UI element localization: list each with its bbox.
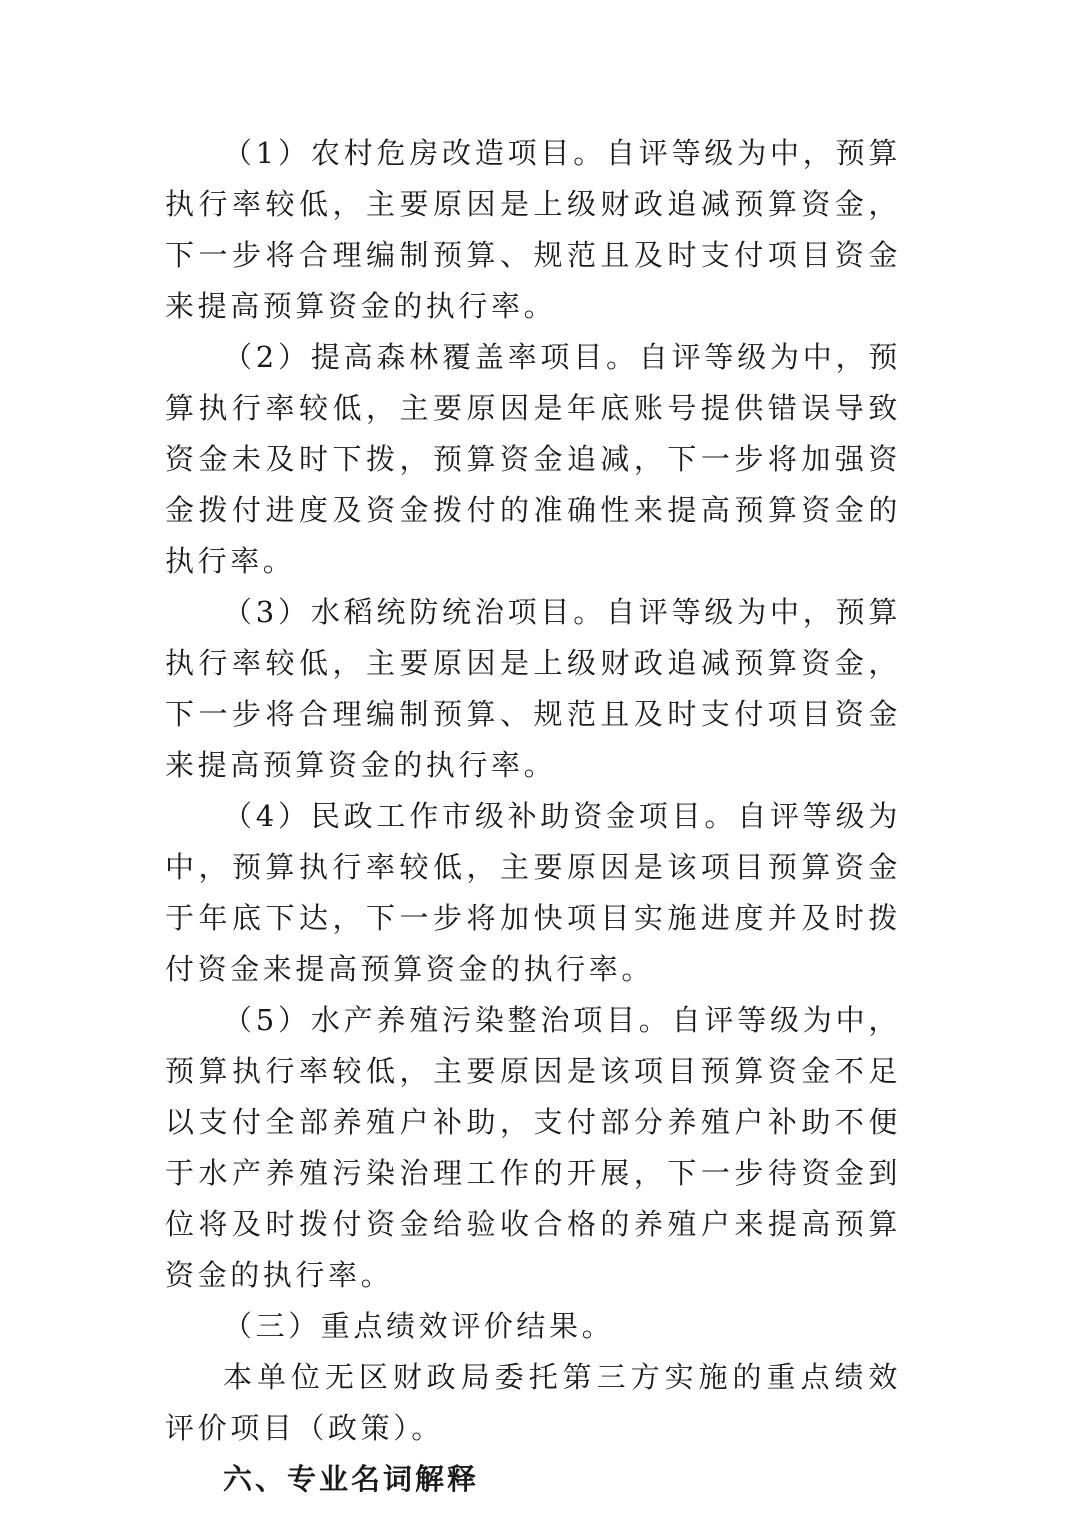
subheading-key-evaluation: （三）重点绩效评价结果。 (223, 1309, 615, 1343)
paragraph-key-evaluation: 本单位无区财政局委托第三方实施的重点绩效评价项目（政策）。 (165, 1360, 901, 1445)
paragraph-aquaculture-pollution: （5）水产养殖污染整治项目。自评等级为中，预算执行率较低，主要原因是该项目预算资金不足以支付全部养殖户补助，支付部分养殖户补助不便于水产养殖污染治理工作的开展，下一步待资金到位将及时拨付资金给验收合格的养殖户来提高预算资金的执行率。 (165, 1003, 901, 1292)
paragraph-civil-affairs-subsidy: （4）民政工作市级补助资金项目。自评等级为中，预算执行率较低，主要原因是该项目预算资金于年底下达，下一步将加快项目实施进度并及时拨付资金来提高预算资金的执行率。 (165, 799, 901, 986)
section-heading-terms: 六、专业名词解释 (223, 1462, 480, 1496)
document-body (165, 128, 901, 1505)
paragraph-rice-pest-control: （3）水稻统防统治项目。自评等级为中，预算执行率较低，主要原因是上级财政追减预算资金，下一步将合理编制预算、规范且及时支付项目资金来提高预算资金的执行率。 (165, 595, 901, 782)
paragraph-forest-coverage: （2）提高森林覆盖率项目。自评等级为中，预算执行率较低，主要原因是年底账号提供错误导致资金未及时下拨，预算资金追减，下一步将加强资金拨付进度及资金拨付的准确性来提高预算资金的执行率。 (165, 340, 901, 578)
paragraph-rural-housing: （1）农村危房改造项目。自评等级为中，预算执行率较低，主要原因是上级财政追减预算资金，下一步将合理编制预算、规范且及时支付项目资金来提高预算资金的执行率。 (165, 136, 901, 323)
